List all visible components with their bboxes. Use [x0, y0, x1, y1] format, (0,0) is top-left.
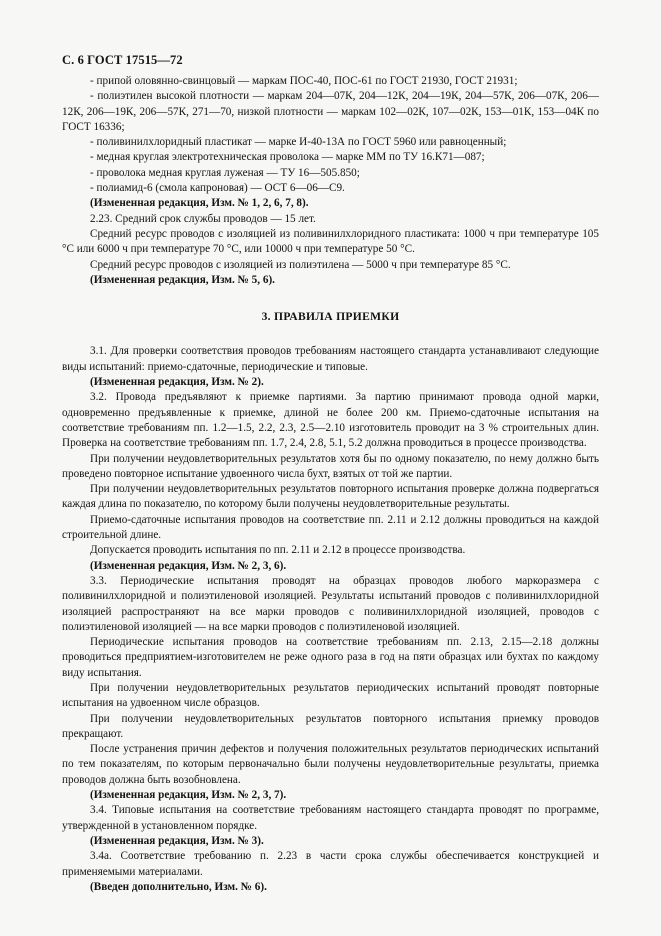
paragraph-resource-pvc: Средний ресурс проводов с изоляцией из поливинилхлоридного пластиката: 1000 ч при температуре 105 °С или 6000 ч при температуре 70 °С, или 10000 ч при температуре 50 °С.: [62, 227, 599, 256]
paragraph-2-23: 2.23. Средний срок службы проводов — 15 лет.: [90, 212, 316, 225]
paragraph: При получении неудовлетворительных результатов периодических испытаний проводят повторные испытания на удвоенном числе образцов.: [62, 681, 599, 710]
list-item: - припой оловянно-свинцовый — маркам ПОС-40, ПОС-61 по ГОСТ 21930, ГОСТ 21931;: [90, 75, 518, 87]
paragraph: После устранения причин дефектов и получения положительных результатов периодических испытаний по тем показателям, по которым первоначально были получены неудовлетворительные результаты, приемка проводов должна быть возобновлена.: [62, 743, 599, 786]
list-item: - поливинилхлоридный пластикат — марке И-40-13А по ГОСТ 5960 или равноценный;: [90, 136, 507, 149]
paragraph-resource-pe: Средний ресурс проводов с изоляцией из полиэтилена — 5000 ч при температуре 85 °С.: [90, 258, 511, 271]
revision-note: (Измененная редакция, Изм. № 2).: [90, 376, 264, 389]
paragraph: При получении неудовлетворительных результатов повторного испытания проверке должна подвергаться каждая длина по показателю, по которому были получены неудовлетворительные результаты.: [62, 483, 599, 511]
revision-note: (Измененная редакция, Изм. № 2, 3, 6).: [90, 559, 287, 572]
document-body: [62, 74, 599, 895]
revision-note: (Измененная редакция, Изм. № 3).: [90, 834, 264, 847]
list-item: - полиэтилен высокой плотности — маркам 204—07К, 204—12К, 204—19К, 204—57К, 206—07К, 206—12К, 206—19К, 206—57К, 271—70, низкой плотности — маркам 102—02К, 107—02К, 153—01К, 153—04К по ГОСТ 16336;: [62, 90, 599, 133]
paragraph-3-2: 3.2. Провода предъявляют к приемке партиями. За партию принимают провода одной марки, одновременно предъявленные к приемке, длиной не более 200 км. Приемо-сдаточные испытания на соответствие требованиям пп. 1.2—1.5, 2.2, 2.3, 2.5—2.10 изготовитель проводит на 3 % строительных длин. Проверка на соответствие требованиям пп. 1.7, 2.4, 2.8, 5.1, 5.2 должна проводиться в процессе производства.: [62, 391, 599, 450]
paragraph: Периодические испытания проводов на соответствие требованиям пп. 2.13, 2.15—2.18 должны проводиться предприятием-изготовителем не реже одного раза в год на пяти образцах или бухтах по каждому виду испытания.: [62, 636, 599, 679]
paragraph-3-3: 3.3. Периодические испытания проводят на образцах проводов любого маркоразмера с поливинилхлоридной и полиэтиленовой изоляцией. Результаты испытаний проводов с поливинилхлоридной изоляцией распространяют на все марки проводов с поливинилхлоридной изоляцией, проводов с полиэтиленовой изоляцией — на все марки проводов с полиэтиленовой изоляцией.: [62, 574, 599, 633]
revision-note: (Измененная редакция, Изм. № 5, 6).: [90, 273, 275, 286]
list-item: - медная круглая электротехническая проволока — марке ММ по ТУ 16.К71—087;: [90, 151, 485, 164]
list-item: - полиамид-6 (смола капроновая) — ОСТ 6—06—С9.: [90, 182, 345, 195]
section-title: 3. ПРАВИЛА ПРИЕМКИ: [261, 310, 400, 324]
paragraph: Допускается проводить испытания по пп. 2.11 и 2.12 в процессе производства.: [90, 544, 466, 557]
paragraph: При получении неудовлетворительных результатов повторного испытания приемку проводов прекращают.: [62, 712, 599, 740]
revision-note: (Введен дополнительно, Изм. № 6).: [90, 880, 267, 893]
revision-note: (Измененная редакция, Изм. № 2, 3, 7).: [90, 789, 287, 802]
page-header: С. 6 ГОСТ 17515—72: [62, 53, 183, 67]
list-item: - проволока медная круглая луженая — ТУ 16—505.850;: [90, 166, 360, 179]
paragraph-3-4: 3.4. Типовые испытания на соответствие требованиям настоящего стандарта проводят по программе, утвержденной в установленном порядке.: [62, 804, 599, 832]
paragraph-3-4a: 3.4а. Соответствие требованию п. 2.23 в части срока службы обеспечивается конструкцией и применяемыми материалами.: [62, 850, 599, 878]
paragraph: Приемо-сдаточные испытания проводов на соответствие пп. 2.11 и 2.12 должны проводиться на каждой строительной длине.: [62, 513, 599, 542]
paragraph-3-1: 3.1. Для проверки соответствия проводов требованиям настоящего стандарта устанавливают следующие виды испытаний: приемо-сдаточные, периодические и типовые.: [62, 345, 599, 373]
paragraph: При получении неудовлетворительных результатов хотя бы по одному показателю, по нему должно быть проведено повторное испытание удвоенного числа бухт, взятых от той же партии.: [62, 452, 599, 480]
revision-note: (Измененная редакция, Изм. № 1, 2, 6, 7, 8).: [90, 197, 309, 210]
